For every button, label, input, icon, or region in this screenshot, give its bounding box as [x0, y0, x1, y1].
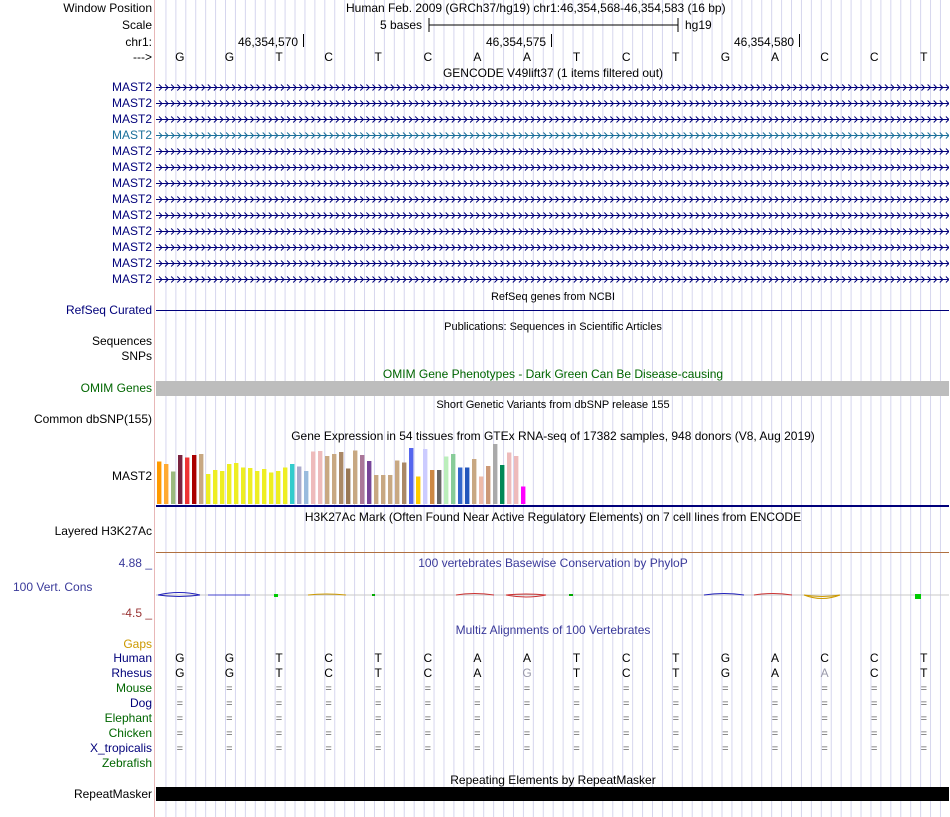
conservation-min-label: -4.5 _	[121, 606, 152, 620]
gtex-tissue-bar[interactable]	[220, 471, 224, 504]
alignment-base: =	[870, 698, 878, 710]
alignment-base: =	[870, 728, 878, 740]
alignment-base: T	[374, 666, 382, 680]
alignment-base: =	[672, 698, 680, 710]
species-label[interactable]: Chicken	[108, 726, 152, 740]
gtex-track-title[interactable]: Gene Expression in 54 tissues from GTEx RNA-seq of 17382 samples, 948 donors (V8, Aug 2019)	[291, 429, 815, 443]
repeatmasker-track-title[interactable]: Repeating Elements by RepeatMasker	[450, 773, 656, 787]
alignment-base: A	[770, 651, 779, 665]
gtex-tissue-bar[interactable]	[276, 471, 280, 504]
omim-label[interactable]: OMIM Genes	[80, 381, 152, 395]
alignment-base: =	[176, 698, 184, 710]
dna-base: A	[522, 50, 531, 64]
alignment-base: =	[226, 683, 233, 695]
assembly-label: hg19	[685, 18, 712, 32]
conservation-track-title[interactable]: 100 vertebrates Basewise Conservation by PhyloP	[418, 556, 688, 570]
gtex-tissue-bar[interactable]	[311, 452, 315, 505]
alignment-base: =	[870, 713, 878, 725]
h3k27ac-baseline	[156, 552, 949, 553]
refseq-track-title[interactable]: RefSeq genes from NCBI	[490, 291, 616, 303]
alignment-base: =	[424, 728, 432, 740]
gtex-tissue-bar[interactable]	[437, 470, 441, 504]
gtex-tissue-bar[interactable]	[430, 470, 434, 504]
alignment-base: =	[622, 683, 630, 695]
multiz-track-title[interactable]: Multiz Alignments of 100 Vertebrates	[455, 623, 651, 637]
alignment-base: T	[920, 651, 928, 665]
alignment-base: =	[275, 743, 283, 755]
alignment-base: =	[275, 698, 283, 710]
gtex-tissue-bar[interactable]	[234, 463, 238, 504]
alignment-base: T	[920, 666, 928, 680]
species-label[interactable]: Zebrafish	[101, 756, 152, 770]
h3k27ac-track-title[interactable]: H3K27Ac Mark (Often Found Near Active Regulatory Elements) on 7 cell lines from ENCODE	[304, 510, 802, 524]
gtex-gene-label[interactable]: MAST2	[111, 469, 152, 483]
conservation-max-label: 4.88 _	[118, 556, 152, 570]
alignment-base: T	[672, 666, 680, 680]
alignment-base: =	[672, 713, 680, 725]
alignment-base: A	[522, 651, 531, 665]
alignment-base: =	[523, 728, 531, 740]
alignment-base: =	[474, 743, 481, 755]
ruler-tick	[551, 34, 552, 47]
gencode-transcript-feature[interactable]	[156, 211, 949, 220]
gencode-transcript-label[interactable]: MAST2	[111, 96, 152, 110]
species-label[interactable]: Human	[113, 651, 152, 665]
gencode-transcript-feature[interactable]	[156, 227, 949, 236]
alignment-base: C	[869, 666, 879, 680]
gtex-tissue-bar[interactable]	[199, 454, 203, 504]
gtex-tissue-bar[interactable]	[227, 464, 231, 504]
gencode-transcript-label[interactable]: MAST2	[111, 224, 152, 238]
alignment-base: =	[771, 743, 779, 755]
gtex-tissue-bar[interactable]	[458, 468, 462, 505]
alignment-base: =	[374, 683, 382, 695]
dna-base: G	[224, 50, 235, 64]
gencode-transcript-feature[interactable]	[156, 163, 949, 172]
alignment-base: =	[573, 743, 580, 755]
alignment-base: =	[821, 728, 828, 740]
alignment-base: A	[473, 651, 482, 665]
gencode-transcript-label[interactable]: MAST2	[111, 112, 152, 126]
dna-base: G	[720, 50, 731, 64]
alignment-base: =	[920, 698, 928, 710]
gencode-transcript-feature[interactable]	[156, 179, 949, 188]
gtex-tissue-bar[interactable]	[374, 475, 378, 504]
species-label[interactable]: Mouse	[115, 681, 152, 695]
alignment-base: =	[771, 728, 779, 740]
species-label[interactable]: Dog	[129, 696, 152, 710]
alignment-base: =	[573, 713, 580, 725]
gencode-transcript-label[interactable]: MAST2	[111, 176, 152, 190]
alignment-base: =	[622, 713, 630, 725]
alignment-base: =	[424, 743, 432, 755]
gencode-transcript-feature[interactable]	[156, 275, 949, 284]
alignment-base: =	[920, 683, 928, 695]
scale-bar	[428, 17, 680, 33]
species-label[interactable]: Elephant	[104, 711, 152, 725]
alignment-base: =	[722, 698, 729, 710]
gtex-gene-line	[156, 505, 949, 507]
publications-snps-label[interactable]: SNPs	[121, 349, 152, 363]
gencode-track-title[interactable]: GENCODE V49lift37 (1 items filtered out)	[442, 66, 664, 80]
gencode-transcript-label[interactable]: MAST2	[111, 256, 152, 270]
gtex-tissue-bar[interactable]	[507, 453, 511, 505]
gtex-tissue-bar[interactable]	[185, 458, 189, 505]
omim-track-title[interactable]: OMIM Gene Phenotypes - Dark Green Can Be Disease-causing	[382, 367, 724, 381]
gtex-tissue-bar[interactable]	[493, 444, 497, 504]
gencode-transcript-label[interactable]: MAST2	[111, 240, 152, 254]
alignment-base: =	[474, 683, 481, 695]
dna-base: C	[621, 50, 631, 64]
alignment-base: G	[224, 666, 235, 680]
alignment-base: G	[175, 651, 185, 665]
alignment-base: C	[324, 651, 333, 665]
alignment-base: =	[722, 683, 729, 695]
ruler-tick	[303, 34, 304, 47]
conservation-label[interactable]: 100 Vert. Cons	[13, 580, 93, 594]
alignment-base: =	[672, 728, 680, 740]
gencode-transcript-label[interactable]: MAST2	[111, 144, 152, 158]
alignment-base: =	[722, 743, 729, 755]
gtex-tissue-bar[interactable]	[416, 477, 420, 505]
alignment-base: A	[473, 666, 482, 680]
gencode-transcript-feature[interactable]	[156, 115, 949, 124]
alignment-base: T	[572, 651, 581, 665]
gencode-transcript-label[interactable]: MAST2	[111, 192, 152, 206]
alignment-base: =	[870, 683, 878, 695]
alignment-base: =	[920, 713, 928, 725]
gtex-tissue-bar[interactable]	[206, 474, 210, 504]
dna-base: C	[324, 50, 333, 64]
gtex-tissue-bar[interactable]	[255, 471, 259, 504]
alignment-base: =	[622, 728, 630, 740]
dna-base: T	[920, 50, 928, 64]
repeatmasker-element-bar[interactable]	[156, 787, 949, 801]
label-divider[interactable]	[154, 0, 155, 817]
gtex-tissue-bar[interactable]	[171, 472, 175, 505]
alignment-base: G	[175, 666, 185, 680]
gtex-tissue-bar[interactable]	[472, 459, 476, 504]
alignment-base: =	[920, 728, 928, 740]
gencode-transcript-label[interactable]: MAST2	[111, 128, 152, 142]
gencode-transcript-label[interactable]: MAST2	[111, 272, 152, 286]
scale-label: Scale	[121, 18, 152, 32]
gtex-expression-chart[interactable]	[156, 443, 536, 505]
publications-sequences-label[interactable]: Sequences	[91, 334, 152, 348]
alignment-base: =	[226, 728, 233, 740]
alignment-base: =	[176, 728, 184, 740]
chromosome-label: chr1:	[125, 35, 152, 49]
alignment-base: T	[572, 666, 581, 680]
alignment-base: C	[423, 651, 433, 665]
dna-base: T	[374, 50, 382, 64]
gtex-tissue-bar[interactable]	[332, 454, 336, 504]
dna-base: C	[820, 50, 829, 64]
alignment-base: =	[722, 713, 729, 725]
gtex-tissue-bar[interactable]	[521, 487, 525, 505]
dna-base: C	[869, 50, 879, 64]
gtex-tissue-bar[interactable]	[157, 462, 161, 505]
alignment-base: =	[622, 698, 630, 710]
gtex-tissue-bar[interactable]	[381, 475, 385, 504]
position-title[interactable]: Human Feb. 2009 (GRCh37/hg19) chr1:46,354,568-46,354,583 (16 bp)	[346, 1, 726, 15]
gtex-tissue-bar[interactable]	[213, 470, 217, 504]
alignment-base: C	[621, 666, 631, 680]
omim-gene-bar[interactable]	[156, 381, 949, 396]
alignment-base: =	[523, 713, 531, 725]
dbsnp-track-title[interactable]: Short Genetic Variants from dbSNP release 155	[436, 399, 670, 411]
alignment-base: =	[870, 743, 878, 755]
gtex-tissue-bar[interactable]	[297, 467, 301, 505]
repeatmasker-label[interactable]: RepeatMasker	[73, 787, 152, 801]
alignment-base: C	[869, 651, 879, 665]
gtex-tissue-bar[interactable]	[479, 477, 483, 505]
gtex-tissue-bar[interactable]	[353, 451, 357, 505]
ruler-position-2: 46,354,575	[486, 35, 547, 49]
gtex-tissue-bar[interactable]	[304, 471, 308, 504]
alignment-base: =	[176, 713, 184, 725]
gtex-tissue-bar[interactable]	[283, 468, 287, 505]
alignment-base: A	[820, 666, 829, 680]
gencode-transcript-feature[interactable]	[156, 195, 949, 204]
gtex-tissue-bar[interactable]	[178, 455, 182, 504]
alignment-base: =	[573, 728, 580, 740]
gtex-tissue-bar[interactable]	[402, 463, 406, 505]
dna-base: A	[770, 50, 779, 64]
gtex-tissue-bar[interactable]	[241, 468, 245, 505]
alignment-base: =	[226, 743, 233, 755]
strand-label: --->	[133, 50, 152, 64]
gtex-tissue-bar[interactable]	[388, 475, 392, 504]
gtex-tissue-bar[interactable]	[486, 466, 490, 504]
gtex-tissue-bar[interactable]	[346, 469, 350, 505]
alignment-base: T	[275, 651, 283, 665]
publications-track-title[interactable]: Publications: Sequences in Scientific Articles	[444, 321, 662, 333]
gtex-tissue-bar[interactable]	[465, 468, 469, 505]
gencode-transcript-feature[interactable]	[156, 259, 949, 268]
alignment-base: =	[275, 683, 283, 695]
alignment-base: =	[523, 698, 531, 710]
alignment-base: =	[374, 698, 382, 710]
refseq-label[interactable]: RefSeq Curated	[65, 303, 152, 317]
gencode-transcript-feature[interactable]	[156, 131, 949, 140]
alignment-base: =	[523, 743, 531, 755]
alignment-base: =	[226, 713, 233, 725]
alignment-base: T	[275, 666, 283, 680]
alignment-base: =	[771, 698, 779, 710]
ruler-position-3: 46,354,580	[734, 35, 795, 49]
gtex-tissue-bar[interactable]	[248, 468, 252, 504]
alignment-base: =	[226, 698, 233, 710]
alignment-base: =	[325, 698, 332, 710]
alignment-base: T	[672, 651, 680, 665]
gtex-tissue-bar[interactable]	[164, 464, 168, 504]
alignment-base: =	[474, 698, 481, 710]
alignment-base: =	[821, 683, 828, 695]
alignment-base: =	[821, 713, 828, 725]
alignment-base: C	[324, 666, 333, 680]
alignment-base: =	[622, 743, 630, 755]
dna-base: T	[275, 50, 283, 64]
alignment-base: =	[374, 743, 382, 755]
alignment-base: G	[224, 651, 235, 665]
alignment-base: =	[474, 713, 481, 725]
dna-base: T	[672, 50, 680, 64]
alignment-base: =	[325, 743, 332, 755]
gencode-transcript-feature[interactable]	[156, 83, 949, 92]
dna-base: C	[423, 50, 433, 64]
alignment-base: =	[920, 743, 928, 755]
gencode-transcript-label[interactable]: MAST2	[111, 160, 152, 174]
h3k27ac-label[interactable]: Layered H3K27Ac	[54, 524, 152, 538]
alignment-base: G	[720, 666, 731, 680]
gtex-tissue-bar[interactable]	[325, 456, 329, 504]
conservation-wiggle[interactable]	[156, 585, 950, 605]
gtex-tissue-bar[interactable]	[423, 449, 427, 504]
alignment-base: =	[523, 683, 531, 695]
alignment-base: =	[325, 683, 332, 695]
alignment-base: T	[374, 651, 382, 665]
alignment-base: C	[423, 666, 433, 680]
alignment-base: G	[720, 651, 731, 665]
gencode-transcript-feature[interactable]	[156, 243, 949, 252]
gtex-tissue-bar[interactable]	[395, 461, 399, 505]
gtex-tissue-bar[interactable]	[514, 456, 518, 504]
alignment-base: =	[325, 713, 332, 725]
gtex-tissue-bar[interactable]	[360, 455, 364, 504]
alignment-base: =	[722, 728, 729, 740]
gencode-transcript-feature[interactable]	[156, 99, 949, 108]
alignment-base: =	[771, 713, 779, 725]
gtex-tissue-bar[interactable]	[269, 473, 273, 505]
gtex-tissue-bar[interactable]	[290, 464, 294, 504]
gencode-transcript-feature[interactable]	[156, 147, 949, 156]
alignment-base: =	[821, 698, 828, 710]
gtex-tissue-bar[interactable]	[318, 451, 322, 504]
alignment-base: =	[573, 698, 580, 710]
window-position-label: Window Position	[63, 1, 152, 15]
alignment-base: =	[275, 728, 283, 740]
dna-base: T	[572, 50, 581, 64]
alignment-base: =	[325, 728, 332, 740]
ruler-position-1: 46,354,570	[238, 35, 299, 49]
alignment-base: =	[821, 743, 828, 755]
species-label[interactable]: X_tropicalis	[89, 741, 152, 755]
alignment-base: =	[672, 743, 680, 755]
gaps-label: Gaps	[123, 637, 152, 651]
gtex-tissue-bar[interactable]	[409, 448, 413, 504]
gtex-tissue-bar[interactable]	[192, 455, 196, 504]
gencode-transcript-label[interactable]: MAST2	[111, 208, 152, 222]
alignment-base: C	[621, 651, 631, 665]
gtex-tissue-bar[interactable]	[339, 452, 343, 504]
gtex-tissue-bar[interactable]	[367, 461, 371, 504]
alignment-base: G	[522, 666, 532, 680]
dbsnp-label[interactable]: Common dbSNP(155)	[33, 412, 152, 426]
alignment-base: C	[820, 651, 829, 665]
alignment-base: =	[176, 683, 184, 695]
alignment-base: =	[424, 698, 432, 710]
alignment-base: =	[573, 683, 580, 695]
alignment-base: =	[374, 713, 382, 725]
gtex-tissue-bar[interactable]	[262, 469, 266, 504]
alignment-base: =	[374, 728, 382, 740]
alignment-base: =	[176, 743, 184, 755]
refseq-gene-line[interactable]	[156, 310, 949, 311]
gencode-transcript-label[interactable]: MAST2	[111, 80, 152, 94]
alignment-base: =	[424, 683, 432, 695]
dna-base: G	[175, 50, 185, 64]
species-label[interactable]: Rhesus	[111, 666, 152, 680]
alignment-base: A	[770, 666, 779, 680]
alignment-base: =	[474, 728, 481, 740]
alignment-base: =	[771, 683, 779, 695]
gtex-tissue-bar[interactable]	[444, 457, 448, 505]
scale-text: 5 bases	[380, 18, 423, 32]
gtex-tissue-bar[interactable]	[451, 454, 455, 504]
ruler-tick	[799, 34, 800, 47]
dna-base: A	[473, 50, 482, 64]
gtex-tissue-bar[interactable]	[500, 465, 504, 504]
alignment-base: =	[275, 713, 283, 725]
alignment-base: =	[672, 683, 680, 695]
alignment-base: =	[424, 713, 432, 725]
